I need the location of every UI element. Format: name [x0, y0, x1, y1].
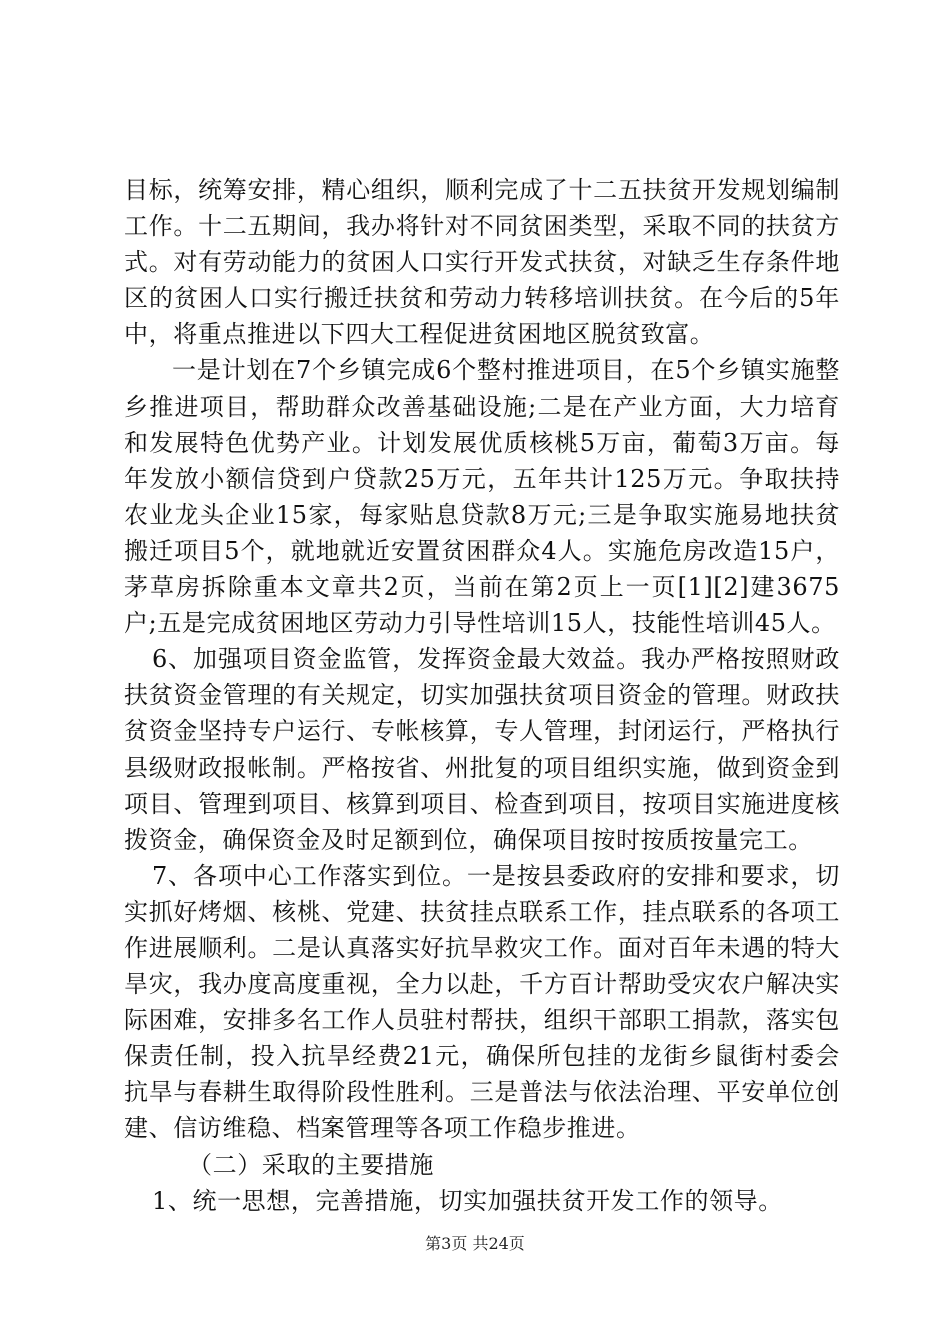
paragraph-planning-goals: 目标，统筹安排，精心组织，顺利完成了十二五扶贫开发规划编制工作。十二五期间，我办将针对不同贫困类型，采取不同的扶贫方式。对有劳动能力的贫困人口实行开发式扶贫，对缺乏生存条件地区的贫困人口实行搬迁扶贫和劳动力转移培训扶贫。在今后的5年中，将重点推进以下四大工程促进贫困地区脱贫致富。: [124, 176, 840, 349]
section-heading-main-measures: （二）采取的主要措施: [188, 1150, 434, 1179]
document-body: [124, 172, 840, 1219]
paragraph-four-projects: 一是计划在7个乡镇完成6个整村推进项目，在5个乡镇实施整乡推进项目，帮助群众改善基础设施;二是在产业方面，大力培育和发展特色优势产业。计划发展优质核桃5万亩，葡萄3万亩。每年发放小额信贷到户贷款25万元，五年共计125万元。争取扶持农业龙头企业15家，每家贴息贷款8万元;三是争取实施易地扶贫搬迁项目5个，就地就近安置贫困群众4人。实施危房改造15户，茅草房拆除重本文章共2页，当前在第2页上一页[1][2]建3675户;五是完成贫困地区劳动力引导性培训15人，技能性培训45人。: [124, 356, 840, 638]
page-number-label: 第3页 共24页: [425, 1234, 525, 1253]
page-footer: [0, 1234, 950, 1254]
paragraph-fund-supervision: 6、加强项目资金监管，发挥资金最大效益。我办严格按照财政扶贫资金管理的有关规定，切实加强扶贫项目资金的管理。财政扶贫资金坚持专户运行、专帐核算，专人管理，封闭运行，严格执行县级财政报帐制。严格按省、州批复的项目组织实施，做到资金到项目、管理到项目、核算到项目、检查到项目，按项目实施进度核拨资金，确保资金及时足额到位，确保项目按时按质按量完工。: [124, 645, 840, 854]
paragraph-unify-thinking: 1、统一思想，完善措施，切实加强扶贫开发工作的领导。: [152, 1186, 783, 1215]
paragraph-central-work: 7、各项中心工作落实到位。一是按县委政府的安排和要求，切实抓好烤烟、核桃、党建、扶贫挂点联系工作，挂点联系的各项工作进展顺利。二是认真落实好抗旱救灾工作。面对百年未遇的特大旱灾，我办度高度重视，全力以赴，千方百计帮助受灾农户解决实际困难，安排多名工作人员驻村帮扶，组织干部职工捐款，落实包保责任制，投入抗旱经费21元，确保所包挂的龙街乡鼠街村委会抗旱与春耕生取得阶段性胜利。三是普法与依法治理、平安单位创建、信访维稳、档案管理等各项工作稳步推进。: [124, 861, 840, 1143]
